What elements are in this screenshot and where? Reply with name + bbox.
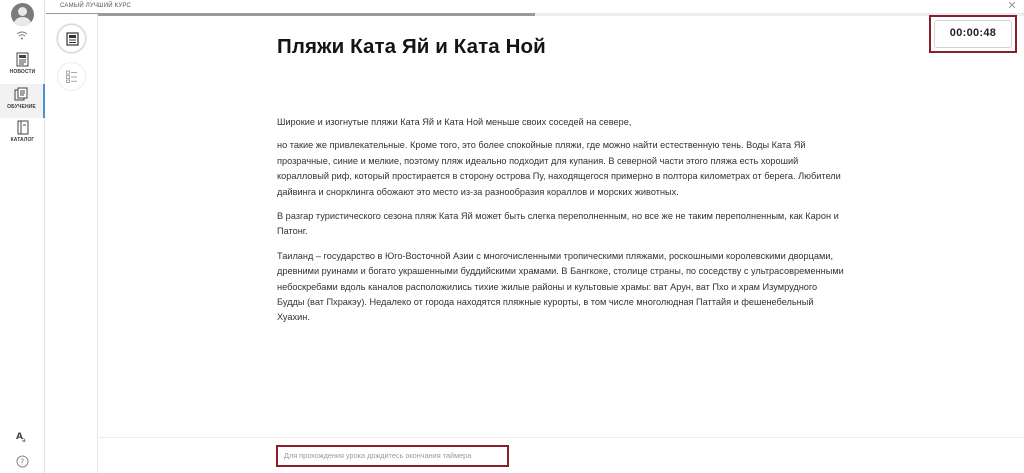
help-icon[interactable] — [16, 455, 29, 468]
checklist-icon — [66, 70, 78, 83]
timer-hint-highlight — [276, 445, 509, 467]
lesson-title: Пляжи Ката Яй и Ката Ной — [277, 35, 546, 58]
translate-icon[interactable] — [16, 430, 29, 443]
wifi-icon — [16, 31, 28, 40]
lesson-content-button[interactable] — [57, 24, 86, 53]
user-avatar[interactable] — [11, 3, 34, 26]
nav-item-news[interactable] — [0, 52, 45, 86]
lesson-paragraph: В разгар туристического сезона пляж Ката Яй может быть слегка переполненным, но все же не таким переполненным, как Карон и Патонг. — [277, 211, 839, 237]
lesson-sidebar — [46, 14, 98, 473]
learning-icon — [14, 87, 30, 102]
close-icon[interactable]: ✕ — [1007, 0, 1017, 12]
footer-divider — [99, 437, 1024, 438]
lesson-progress-bar — [46, 13, 1024, 16]
news-icon — [16, 52, 29, 67]
nav-item-catalog[interactable] — [0, 120, 45, 154]
lesson-timer: 00:00:48 — [934, 20, 1012, 48]
lesson-paragraph: Широкие и изогнутые пляжи Ката Яй и Ката Ной меньше своих соседей на севере, — [277, 117, 632, 127]
lesson-content — [277, 35, 845, 335]
lesson-progress-fill — [46, 13, 535, 16]
timer-highlight — [929, 15, 1017, 53]
lesson-paragraph: но такие же привлекательные. Кроме того, это более спокойные пляжи, где можно найти естественную тень. Воды Ката Яй прозрачные, синие и мелкие, поэтому пляж идеально подходит для купания. В северной части этого пляжа есть хороший коралловый риф, который простирается в сторону острова Пу, находящегося примерно в полтора километрах от берега. Любители дайвинга и снорклинга обожают это место из-за разнообразия кораллов и морских животных. — [277, 140, 841, 197]
document-icon — [66, 32, 79, 46]
nav-label-learning: ОБУЧЕНИЕ — [7, 104, 36, 110]
lesson-paragraph: Таиланд – государство в Юго-Восточной Азии с многочисленными тропическими пляжами, роскошными королевскими дворцами, древними руинами и богато украшенными буддийскими храмами. В Бангкоке, столице страны, по соседству с ультрасовременными небоскребами вдоль каналов расположились тихие жилые районы и культовые храмы: ват Арун, ват Пхо и храм Изумрудного Будды (ват Пхракэу). Недалеко от города находятся пляжные курорты, в том числе многолюдная Паттайя и фешенебельный Хуахин. — [277, 250, 844, 323]
nav-item-learning[interactable] — [0, 84, 45, 118]
lesson-text — [277, 115, 845, 326]
catalog-icon — [17, 120, 29, 135]
nav-label-catalog: КАТАЛОГ — [10, 137, 35, 143]
lesson-structure-button[interactable] — [57, 62, 86, 91]
svg-text:A: A — [16, 432, 23, 442]
left-nav — [0, 0, 45, 473]
timer-hint: Для прохождения урока дождитесь окончания таймера — [284, 451, 472, 460]
svg-text:?: ? — [20, 457, 25, 467]
nav-label-news: НОВОСТИ — [9, 69, 36, 75]
course-title: САМЫЙ ЛУЧШИЙ КУРС — [60, 3, 132, 9]
svg-text:a: a — [22, 437, 26, 443]
